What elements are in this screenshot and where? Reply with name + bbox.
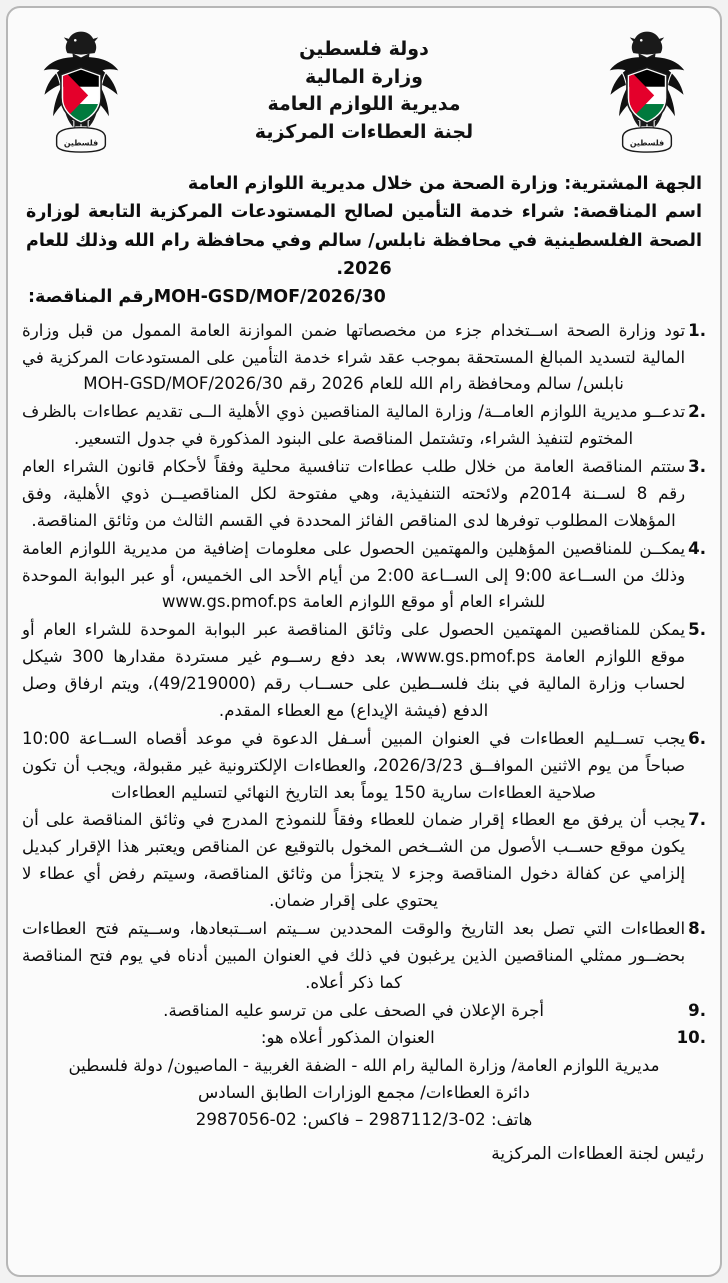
list-item bbox=[22, 318, 706, 399]
item-text: يجب أن يرفق مع العطاء إقرار ضمان للعطاء وفقاً للنموذج المدرج في وثائق المناقصة على أن يكون موقع حســب الأصول من الشــخص المخول بالتوقيع عن المناقص ويعتبر هذا الإقرار كبديل إلزامي عن كفالة دخول المناقصة وجزء لا يتجزأ من وثائق المناقصة، وسيتم رفض أي عطاء لا يحتوي على إقرار ضمان. bbox=[22, 810, 686, 911]
emblem-banner-text: فلسطين bbox=[629, 138, 665, 148]
list-item bbox=[22, 726, 706, 807]
item-text: يمكن للمناقصين المهتمين الحصول على وثائق المناقصة عبر البوابة الموحدة للشراء العام أو موقع اللوازم العامة www.gs.pmof.ps، بعد دفع رســوم غير مستردة مقدارها 300 شيكل لحساب وزارة المالية في بنك فلســطين على حســاب رقم (49/219000)، ويتم ارفاق وصل الدفع (فيشة الإيداع) مع العطاء المقدم. bbox=[22, 620, 686, 720]
item-text: العنوان المذكور أعلاه هو: bbox=[260, 1028, 435, 1048]
item-marker: .7 bbox=[688, 810, 706, 830]
document-footer bbox=[22, 1144, 706, 1164]
item-text: يمكــن للمناقصين المؤهلين والمهتمين الحصول على معلومات إضافية من مديرية اللوازم العامة وذلك من الســاعة 9:00 إلى الســاعة 2:00 من أيام الأحد الى الخميس، أو عبر البوابة الموحدة للشراء العام أو موقع اللوازم العامة www.gs.pmof.ps bbox=[22, 538, 686, 612]
buyer-line: الجهة المشترية: وزارة الصحة من خلال مديرية اللوازم العامة bbox=[187, 174, 702, 194]
item-text: تدعــو مديرية اللوازم العامــة/ وزارة المالية المناقصين ذوي الأهلية الــى تقديم عطاءات بالظرف المختوم لتنفيذ الشراء، وتشتمل المناقصة على البنود المذكورة في جدول التسعير. bbox=[22, 402, 686, 449]
header-titles bbox=[149, 18, 579, 146]
item-marker: .9 bbox=[688, 1000, 706, 1020]
address-line-contact: هاتف: 02-2987112/3 – فاكس: 02-2987056 bbox=[195, 1110, 533, 1130]
item-marker: .2 bbox=[688, 402, 706, 422]
item-text: يجب تســليم العطاءات في العنوان المبين أسـفل الدعوة في موعد أقصاه الســاعة 10:00 صباحاً من يوم الاثنين الموافــق 2026/3/23، والعطاءات الإلكترونية غير مقبولة، ويجب أن تكون صلاحية العطاءات سارية 150 يوماً بعد التاريخ النهائي لتسليم العطاءات bbox=[22, 728, 686, 802]
address-line-directorate: مديرية اللوازم العامة/ وزارة المالية رام الله - الضفة الغربية - الماصيون/ دولة فلسطين bbox=[68, 1056, 660, 1076]
item-text: تود وزارة الصحة اســتخدام جزء من مخصصاتها ضمن الموازنة العامة الممول من قبل وزارة المالية لتسديد المبالغ المستحقة بموجب عقد شراء خدمة التأمين على المستودعات المركزية في نابلس/ سالم ومحافظة رام الله للعام 2026 رقم MOH-GSD/MOF/2026/30 bbox=[22, 320, 686, 394]
tender-conditions-list bbox=[22, 318, 706, 1053]
list-item bbox=[22, 536, 706, 617]
item-marker: .3 bbox=[688, 457, 706, 477]
header-line-ministry: وزارة المالية bbox=[305, 65, 423, 88]
tender-meta-block bbox=[22, 168, 706, 312]
address-block bbox=[22, 1053, 706, 1134]
item-marker: .4 bbox=[688, 538, 706, 558]
header-line-state: دولة فلسطين bbox=[299, 38, 429, 60]
address-line-department: دائرة العطاءات/ مجمع الوزارات الطابق السادس bbox=[198, 1083, 530, 1103]
item-text: أجرة الإعلان في الصحف على من ترسو عليه المناقصة. bbox=[163, 1000, 544, 1020]
item-marker: .8 bbox=[688, 918, 706, 938]
tender-number-value: MOH-GSD/MOF/2026/30 bbox=[153, 287, 386, 308]
list-item bbox=[22, 1025, 706, 1052]
tender-number-label: رقم المناقصة: bbox=[28, 287, 154, 308]
item-text: العطاءات التي تصل بعد التاريخ والوقت المحددين ســيتم اســتبعادها، وســيتم فتح العطاءات بحضــور ممثلي المناقصين الذين يرغبون في ذلك في العنوان المبين أدناه في يوم فتح المناقصة كما ذكر أعلاه. bbox=[22, 918, 686, 992]
item-marker: .5 bbox=[688, 620, 706, 640]
list-item bbox=[22, 454, 706, 535]
tender-name-line: اسم المناقصة: شراء خدمة التأمين لصالح المستودعات المركزية التابعة لوزارة الصحة الفلسطينية في محافظة نابلس/ سالم وفي محافظة رام الله وذلك للعام 2026. bbox=[26, 202, 702, 280]
header-line-directorate: مديرية اللوازم العامة bbox=[267, 93, 461, 116]
document-header bbox=[22, 18, 706, 168]
list-item bbox=[22, 617, 706, 725]
document-sheet bbox=[6, 6, 722, 1277]
list-item bbox=[22, 998, 706, 1025]
list-item bbox=[22, 399, 706, 453]
signature-title: رئيس لجنة العطاءات المركزية bbox=[491, 1143, 704, 1164]
tender-number-line bbox=[26, 283, 702, 311]
item-text: ستتم المناقصة العامة من خلال طلب عطاءات تنافسية محلية وفقاً لأحكام قانون الشراء العام رقم 8 لســنة 2014م ولائحته التنفيذية، وهي مفتوحة لكل المناقصيــن ذوي الأهلية، وفق المؤهلات المطلوب توفرها لدى المناقص الفائز المحددة في القسم الثالث من وثائق المناقصة. bbox=[22, 457, 686, 530]
list-item bbox=[22, 916, 706, 997]
emblem-banner-text: فلسطين bbox=[63, 138, 99, 148]
item-marker: .1 bbox=[688, 320, 706, 340]
eagle-of-saladin-emblem-right bbox=[604, 24, 690, 164]
header-line-committee: لجنة العطاءات المركزية bbox=[254, 120, 474, 143]
eagle-of-saladin-emblem-left bbox=[38, 24, 124, 164]
item-marker: .10 bbox=[676, 1028, 706, 1048]
list-item bbox=[22, 807, 706, 915]
item-marker: .6 bbox=[688, 728, 706, 748]
